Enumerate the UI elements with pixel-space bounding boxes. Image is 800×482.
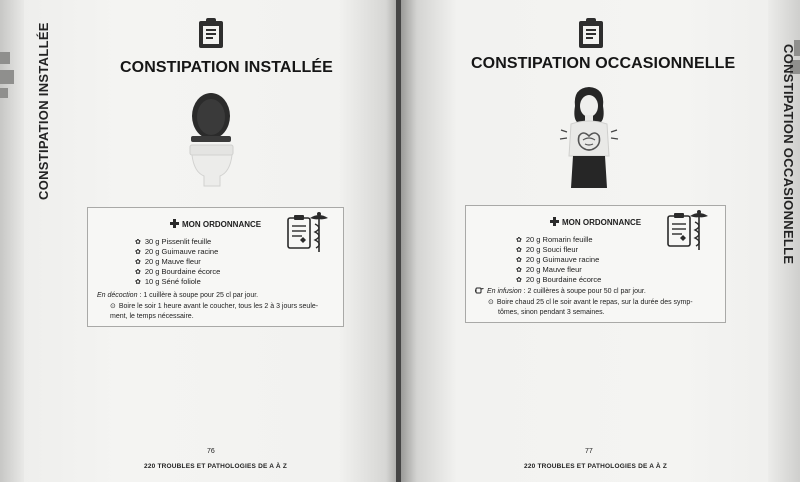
list-item: ✿ 20 g Souci fleur [516, 245, 601, 255]
prescription-box [87, 207, 344, 327]
prescription-heading: MON ORDONNANCE [170, 219, 261, 229]
list-item: ✿ 20 g Guimauve racine [516, 255, 601, 265]
preparation-method: En infusion [487, 288, 522, 295]
ingredient-list [516, 235, 601, 285]
left-page [0, 0, 398, 482]
preparation-dosage: : 1 cuillère à soupe pour 25 cl par jour. [137, 292, 259, 299]
preparation-method: En décoction [97, 292, 138, 299]
clipboard-icon [199, 18, 223, 48]
medical-cross-icon [550, 217, 559, 226]
list-item: ✿ 20 g Bourdaine écorce [135, 267, 220, 277]
medical-cross-icon [170, 219, 179, 228]
preparation-dosage: : 2 cuillères à soupe pour 50 cl par jour. [521, 288, 646, 295]
page-title: CONSTIPATION INSTALLÉE [120, 59, 333, 76]
side-section-title: CONSTIPATION OCCASIONNELLE [781, 44, 796, 265]
right-page [401, 0, 800, 482]
list-item: ✿ 20 g Guimauve racine [135, 247, 220, 257]
preparation-line [97, 291, 258, 301]
prescription-caduceus-icon [286, 210, 330, 256]
list-item: ✿ 20 g Bourdaine écorce [516, 275, 601, 285]
page-number: 76 [207, 448, 215, 455]
list-item: ✿ 20 g Mauve fleur [135, 257, 220, 267]
teapot-icon [475, 287, 484, 294]
running-footer: 220 TROUBLES ET PATHOLOGIES DE A À Z [524, 463, 667, 470]
clock-icon: ⊙ [110, 302, 116, 310]
prescription-box [465, 205, 726, 323]
clock-icon: ⊙ [488, 298, 494, 306]
toilet-icon [182, 90, 242, 190]
prescription-heading: MON ORDONNANCE [550, 217, 641, 227]
clipboard-icon [579, 18, 603, 48]
prescription-caduceus-icon [666, 208, 710, 254]
instruction-text: ⊙ Boire chaud 25 cl le soir avant le repas, sur la durée des symp- tômes, sinon pendant 3 semaines. [488, 298, 693, 316]
page-number: 77 [585, 448, 593, 455]
list-item: ✿ 30 g Pissenlit feuille [135, 237, 220, 247]
woman-stomach-pain-icon [553, 84, 625, 190]
list-item: ✿ 20 g Romarin feuille [516, 235, 601, 245]
list-item: ✿ 20 g Mauve fleur [516, 265, 601, 275]
preparation-line [475, 287, 646, 297]
list-item: ✿ 10 g Séné foliole [135, 277, 220, 287]
ingredient-list [135, 237, 220, 287]
page-title: CONSTIPATION OCCASIONNELLE [471, 55, 736, 72]
instruction-text: ⊙ Boire le soir 1 heure avant le coucher, tous les 2 à 3 jours seule- ment, le temps nécessaire. [110, 302, 319, 320]
running-footer: 220 TROUBLES ET PATHOLOGIES DE A À Z [144, 463, 287, 470]
side-section-title: CONSTIPATION INSTALLÉE [36, 22, 51, 200]
